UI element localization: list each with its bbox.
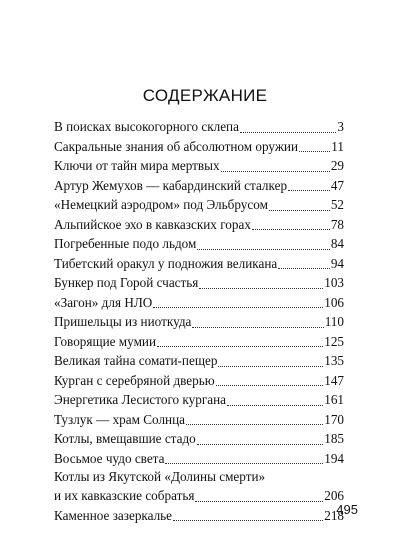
toc-entry bbox=[54, 390, 344, 410]
toc-entry bbox=[54, 273, 344, 293]
toc-entry-title: Бункер под Горой счастья bbox=[54, 275, 199, 290]
toc-entry bbox=[54, 215, 344, 235]
toc-entry bbox=[54, 176, 344, 196]
toc-entry-title: Пришельцы из ниоткуда bbox=[54, 314, 192, 329]
toc-entry-page: 94 bbox=[330, 255, 344, 271]
toc-entry-page: 78 bbox=[330, 216, 344, 232]
toc-entry bbox=[54, 449, 344, 469]
toc-entry-title: «Немецкий аэродром» под Эльбрусом bbox=[54, 197, 268, 212]
toc-entry-title: Курган с серебряной дверью bbox=[54, 372, 215, 388]
toc-entry bbox=[54, 293, 344, 313]
toc-entry-page: 106 bbox=[324, 294, 344, 310]
page-title: СОДЕРЖАНИЕ bbox=[142, 86, 268, 105]
toc-entry bbox=[54, 410, 344, 430]
toc-entry-page: 135 bbox=[324, 353, 344, 368]
dot-leader bbox=[153, 293, 323, 313]
toc-entry-page: 185 bbox=[324, 431, 344, 446]
toc-entry-page: 52 bbox=[330, 197, 344, 212]
toc-entry bbox=[54, 371, 344, 391]
toc-entry-title: Говорящие мумии bbox=[54, 333, 157, 349]
dot-leader bbox=[165, 449, 323, 469]
dot-leader bbox=[192, 312, 323, 332]
toc-entry bbox=[54, 254, 344, 274]
toc-entry-title: Тибетский оракул у подножия великана bbox=[54, 255, 278, 271]
dot-leader bbox=[278, 254, 330, 274]
dot-leader bbox=[288, 176, 330, 196]
toc-entry-page: 147 bbox=[324, 372, 344, 388]
toc-entry bbox=[54, 429, 344, 449]
toc-entry-title: Тузлук — храм Солнца bbox=[54, 411, 186, 427]
page-number: 495 bbox=[336, 502, 358, 517]
toc-entry-title: Великая тайна сомати-пещер bbox=[54, 353, 218, 368]
toc-entry-title: Артур Жемухов — кабардинский сталкер bbox=[54, 177, 288, 193]
dot-leader bbox=[269, 195, 330, 215]
toc-entry bbox=[54, 137, 344, 157]
toc-entry-title: Восьмое чудо света bbox=[54, 450, 165, 466]
toc-entry-page: 103 bbox=[324, 275, 344, 290]
dot-leader bbox=[221, 156, 330, 176]
dot-leader bbox=[218, 351, 323, 371]
dot-leader bbox=[252, 215, 330, 235]
toc-entry bbox=[54, 195, 344, 215]
toc-entry-title: Сакральные знания об абсолютном оружии bbox=[54, 138, 299, 154]
toc-entry bbox=[54, 506, 344, 526]
toc-entry-title: Погребенные подо льдом bbox=[54, 236, 197, 251]
toc-entry bbox=[54, 351, 344, 371]
dot-leader bbox=[173, 506, 323, 526]
dot-leader bbox=[197, 429, 323, 449]
table-of-contents bbox=[54, 117, 344, 525]
toc-entry-title: Ключи от тайн мира мертвых bbox=[54, 158, 220, 173]
toc-entry-page: 125 bbox=[324, 333, 344, 349]
toc-entry bbox=[54, 486, 344, 506]
toc-entry bbox=[54, 332, 344, 352]
toc-entry-page: 84 bbox=[330, 236, 344, 251]
toc-entry-page: 206 bbox=[324, 488, 344, 503]
dot-leader bbox=[240, 117, 336, 137]
dot-leader bbox=[227, 390, 323, 410]
dot-leader bbox=[157, 332, 323, 352]
toc-entry-page: 47 bbox=[330, 177, 344, 193]
toc-entry-page: 110 bbox=[324, 314, 344, 329]
toc-entry bbox=[54, 468, 344, 486]
toc-entry-page: 29 bbox=[330, 158, 344, 173]
dot-leader bbox=[186, 410, 323, 430]
toc-entry-page: 170 bbox=[324, 411, 344, 427]
dot-leader bbox=[197, 234, 329, 254]
toc-entry bbox=[54, 117, 344, 137]
toc-entry-title: В поисках высокогорного склепа bbox=[54, 119, 239, 134]
toc-entry-title: Энергетика Лесистого кургана bbox=[54, 392, 227, 407]
toc-entry bbox=[54, 312, 344, 332]
toc-entry-page: 3 bbox=[337, 119, 344, 134]
dot-leader bbox=[216, 371, 324, 391]
toc-entry-page: 218 bbox=[324, 507, 344, 523]
toc-entry-title: и их кавказские собратья bbox=[54, 488, 195, 503]
toc-entry bbox=[54, 234, 344, 254]
dot-leader bbox=[299, 137, 330, 157]
toc-entry bbox=[54, 156, 344, 176]
dot-leader bbox=[199, 273, 323, 293]
toc-entry-title: Котлы, вмещавшие стадо bbox=[54, 431, 196, 446]
toc-entry-title: Котлы из Якутской «Долины смерти» bbox=[54, 469, 266, 484]
toc-entry-page: 194 bbox=[324, 450, 344, 466]
toc-entry-title: «Загон» для НЛО bbox=[54, 294, 153, 310]
toc-entry-page: 11 bbox=[331, 138, 344, 154]
dot-leader bbox=[195, 486, 323, 506]
toc-entry-page: 161 bbox=[324, 392, 344, 407]
toc-entry-title: Альпийское эхо в кавказских горах bbox=[54, 216, 251, 232]
toc-entry-title: Каменное зазеркалье bbox=[54, 507, 173, 523]
